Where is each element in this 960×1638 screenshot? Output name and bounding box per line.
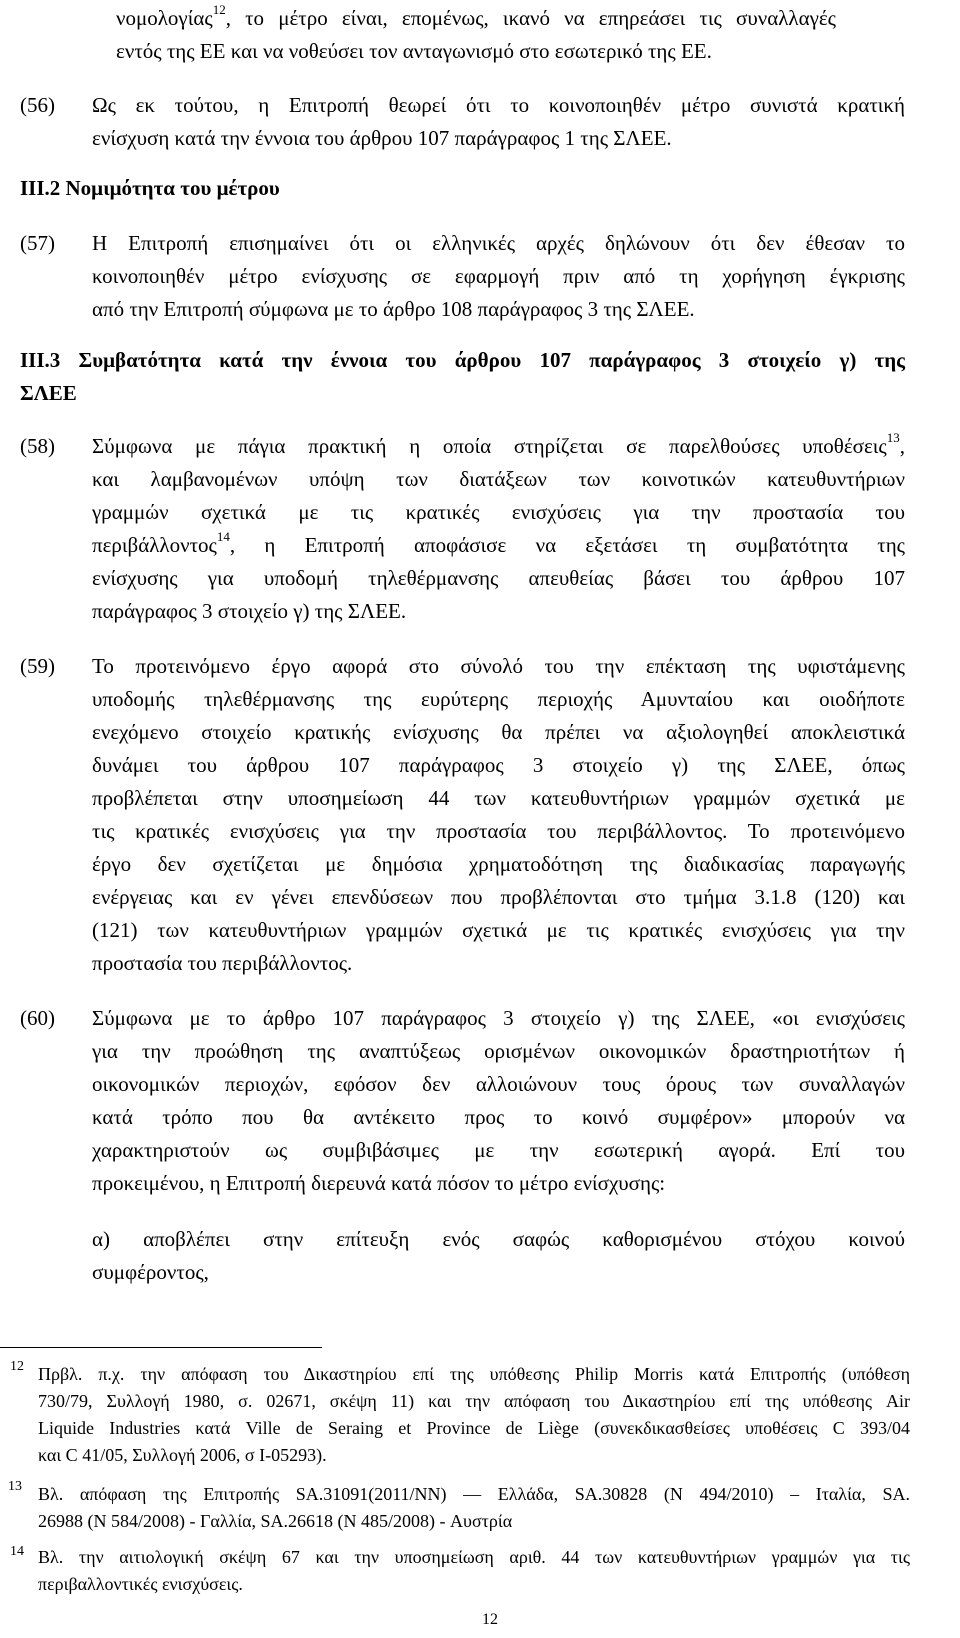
footnote-12-line-2: 730/79, Συλλογή 1980, σ. 02671, σκέψη 11) και την απόφαση του Δικαστηρίου επί της υπόθεσης Air	[38, 1391, 910, 1411]
footnote-number-12: 12	[10, 1359, 24, 1374]
paragraph-number-57: (57)	[20, 231, 55, 255]
p60-line-6: προκειμένου, η Επιτροπή διερευνά κατά πόσον το μέτρο ενίσχυσης:	[92, 1171, 666, 1195]
p57-line-2: κοινοποιηθέν μέτρο ενίσχυσης σε εφαρμογή πριν από τη χορήγηση έγκρισης	[92, 264, 905, 288]
footnote-number-14: 14	[10, 1544, 24, 1559]
p58-line-3: γραμμών σχετικά με τις κρατικές ενισχύσεις για την προστασία του	[92, 500, 905, 524]
footnote-number-13: 13	[8, 1479, 22, 1494]
p57-line-3: από την Επιτροπή σύμφωνα με το άρθρο 108 παράγραφος 3 της ΣΛΕΕ.	[92, 297, 695, 321]
p58-line-4: περιβάλλοντος$^{14}$, η Επιτροπή αποφάσισε να εξετάσει τη συμβατότητα της	[92, 529, 905, 557]
p59-line-7: έργο δεν σχετίζεται με δημόσια χρηματοδότηση της διαδικασίας παραγωγής	[92, 852, 905, 876]
p56-line-1: Ως εκ τούτου, η Επιτροπή θεωρεί ότι το κοινοποιηθέν μέτρο συνιστά κρατική	[92, 93, 905, 117]
p60-line-3: οικονομικών περιοχών, εφόσον δεν αλλοιώνουν τους όρους των συναλλαγών	[92, 1072, 905, 1096]
p60-line-4: κατά τρόπο που θα αντέκειτο προς το κοινό συμφέρον» μπορούν να	[92, 1105, 905, 1129]
p58-line-2: και λαμβανομένων υπόψη των διατάξεων των κοινοτικών κατευθυντήριων	[92, 467, 905, 491]
paragraph-number-60: (60)	[20, 1006, 55, 1030]
top-line-1: νομολογίας$^{12}$, το μέτρο είναι, επομένως, ικανό να επηρεάσει τις συναλλαγές	[116, 2, 836, 30]
p58-line-5: ενίσχυσης για υποδομή τηλεθέρμανσης απευθείας βάσει του άρθρου 107	[92, 566, 905, 590]
paragraph-number-59: (59)	[20, 654, 55, 678]
footnote-14-line-2: περιβαλλοντικές ενισχύσεις.	[38, 1574, 243, 1594]
p56-line-2: ενίσχυση κατά την έννοια του άρθρου 107 παράγραφος 1 της ΣΛΕΕ.	[92, 126, 672, 150]
footnote-13-line-1: Βλ. απόφαση της Επιτροπής SA.31091(2011/NN) — Ελλάδα, SA.30828 (N 494/2010) – Ιταλία, SA.	[38, 1484, 910, 1504]
p58-line-6: παράγραφος 3 στοιχείο γ) της ΣΛΕΕ.	[92, 599, 407, 623]
footnote-13-line-2: 26988 (N 584/2008) - Γαλλία, SA.26618 (N 485/2008) - Αυστρία	[38, 1511, 513, 1531]
p59-line-1: Το προτεινόμενο έργο αφορά στο σύνολό του την επέκταση της υφιστάμενης	[92, 654, 905, 678]
footnote-12-line-3: Liquide Industries κατά Ville de Seraing et Province de Liège (συνεκδικασθείσες υποθέσεις C 393/04	[38, 1418, 910, 1438]
p60-line-2: για την προώθηση της αναπτύξεως ορισμένων οικονομικών δραστηριοτήτων ή	[92, 1039, 905, 1063]
section-heading-iii-2: III.2 Νομιμότητα του μέτρου	[20, 176, 280, 200]
paragraph-number-58: (58)	[20, 434, 55, 458]
p59-line-6: τις κρατικές ενισχύσεις για την προστασία του περιβάλλοντος. Το προτεινόμενο	[92, 819, 905, 843]
p59-line-2: υποδομής τηλεθέρμανσης της ευρύτερης περιοχής Αμυνταίου και οιοδήποτε	[92, 687, 905, 711]
footnote-14-line-1: Βλ. την αιτιολογική σκέψη 67 και την υποσημείωση αριθ. 44 των κατευθυντήριων γραμμών για τις	[38, 1547, 910, 1567]
top-line-2: εντός της ΕΕ και να νοθεύσει τον ανταγωνισμό στο εσωτερικό της ΕΕ.	[116, 39, 712, 63]
p60-line-1: Σύμφωνα με το άρθρο 107 παράγραφος 3 στοιχείο γ) της ΣΛΕΕ, «οι ενισχύσεις	[92, 1006, 905, 1030]
footnote-12-line-1: Πρβλ. π.χ. την απόφαση του Δικαστηρίου επί της υπόθεσης Philip Morris κατά Επιτροπής (υπόθεση	[38, 1364, 910, 1384]
footnote-separator	[0, 1347, 322, 1348]
p60-item-a-line-2: συμφέροντος,	[92, 1260, 209, 1284]
paragraph-number-56: (56)	[20, 93, 55, 117]
footnote-ref-13[interactable]: 13	[886, 430, 900, 445]
p59-line-5: προβλέπεται στην υποσημείωση 44 των κατευθυντήριων γραμμών σχετικά με	[92, 786, 905, 810]
footnote-12-line-4: και C 41/05, Συλλογή 2006, σ I-05293).	[38, 1445, 327, 1465]
section-heading-iii-3-line-2: ΣΛΕΕ	[20, 381, 77, 405]
p59-line-8: ενέργειας και εν γένει επενδύσεων που προβλέπονται στο τμήμα 3.1.8 (120) και	[92, 885, 905, 909]
p58-line-1: Σύμφωνα με πάγια πρακτική η οποία στηρίζεται σε παρελθούσες υποθέσεις$^{13}$,	[92, 430, 905, 458]
footnote-ref-14[interactable]: 14	[216, 529, 230, 544]
footnote-ref-12[interactable]: 12	[212, 2, 226, 17]
p59-line-9: (121) των κατευθυντήριων γραμμών σχετικά με τις κρατικές ενισχύσεις για την	[92, 918, 905, 942]
p59-line-3: ενεχόμενο στοιχείο κρατικής ενίσχυσης θα πρέπει να αξιολογηθεί αποκλειστικά	[92, 720, 905, 744]
page-number: 12	[482, 1611, 498, 1628]
section-heading-iii-3: III.3 Συμβατότητα κατά την έννοια του άρθρου 107 παράγραφος 3 στοιχείο γ) της	[20, 348, 905, 372]
p60-line-5: χαρακτηριστούν ως συμβιβάσιμες με την εσωτερική αγορά. Επί του	[92, 1138, 905, 1162]
p60-item-a-line-1: α) αποβλέπει στην επίτευξη ενός σαφώς καθορισμένου στόχου κοινού	[92, 1227, 905, 1251]
p57-line-1: Η Επιτροπή επισημαίνει ότι οι ελληνικές αρχές δηλώνουν ότι δεν έθεσαν το	[92, 231, 905, 255]
p59-line-4: δυνάμει του άρθρου 107 παράγραφος 3 στοιχείο γ) της ΣΛΕΕ, όπως	[92, 753, 905, 777]
p59-line-10: προστασία του περιβάλλοντος.	[92, 951, 353, 975]
